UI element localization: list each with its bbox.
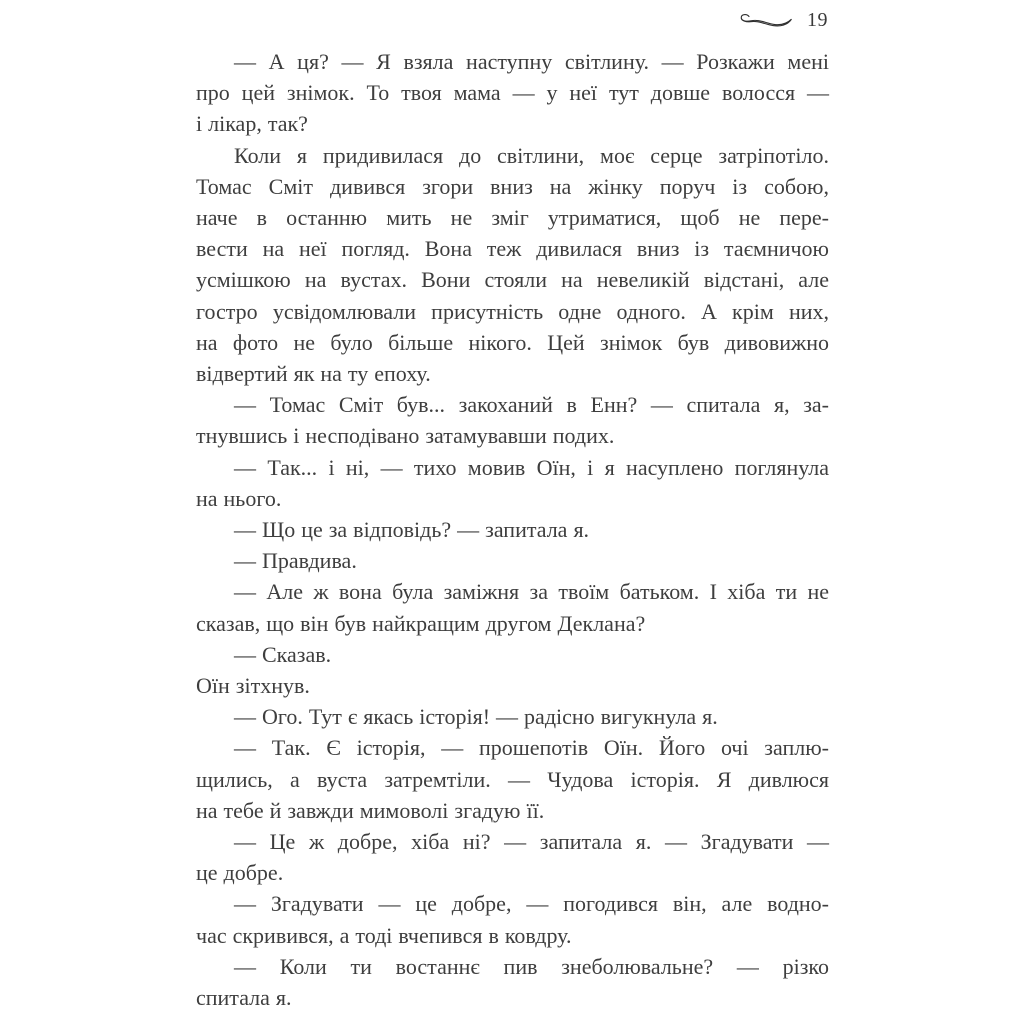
text-line: усмішкою на вустах. Вони стояли на невеликій відстані, але (196, 267, 829, 293)
text-line: час скривився, а тоді вчепився в ковдру. (196, 922, 572, 948)
text-line: — Так... і ні, — тихо мовив Оїн, і я насуплено поглянула (234, 454, 829, 480)
page-header (196, 6, 828, 34)
page-number: 19 (807, 9, 828, 31)
text-line: Оїн зітхнув. (196, 673, 310, 699)
text-line: — Але ж вона була заміжня за твоїм батьком. І хіба ти не (234, 579, 829, 605)
text-line: — Так. Є історія, — прошепотів Оїн. Його очі заплю- (234, 735, 829, 761)
text-line: сказав, що він був найкращим другом Деклана? (196, 610, 646, 636)
text-line: спитала я. (196, 985, 292, 1011)
text-line: — Це ж добре, хіба ні? — запитала я. — Згадувати — (234, 829, 829, 855)
text-line: відвертий як на ту епоху. (196, 361, 431, 387)
text-line: на нього. (196, 485, 282, 511)
text-line: гостро усвідомлювали присутність одне одного. А крім них, (196, 298, 829, 324)
text-line: — Коли ти востаннє пив знеболювальне? — різко (234, 953, 829, 979)
flourish-ornament-icon (738, 11, 794, 29)
text-line: — Томас Сміт був... закоханий в Енн? — спитала я, за- (234, 392, 829, 418)
text-line: — А ця? — Я взяла наступну світлину. — Розкажи мені (234, 49, 829, 74)
text-line: — Згадувати — це добре, — погодився він, але водно- (234, 891, 829, 917)
text-line: і лікар, так? (196, 111, 308, 137)
text-line: — Сказав. (234, 641, 332, 667)
text-line: на тебе й завжди мимоволі згадую її. (196, 797, 545, 823)
text-line: — Ого. Тут є якась історія! — радісно вигукнула я. (234, 704, 718, 730)
text-line: Томас Сміт дивився згори вниз на жінку поруч із собою, (196, 173, 829, 199)
text-line: на фото не було більше нікого. Цей знімок був дивовижно (196, 329, 829, 355)
text-line: тнувшись і несподівано затамувавши подих. (196, 423, 615, 449)
text-line: наче в останню мить не зміг утриматися, щоб не пере- (196, 205, 829, 231)
text-line: про цей знімок. То твоя мама — у неї тут довше волосся — (196, 80, 829, 106)
text-line: — Правдива. (234, 548, 357, 574)
text-line: Коли я придивилася до світлини, моє серце затріпотіло. (234, 142, 829, 168)
text-line: — Що це за відповідь? — запитала я. (234, 517, 590, 543)
text-line: вести на неї погляд. Вона теж дивилася вниз із таємничою (196, 236, 829, 262)
text-block (196, 46, 829, 1013)
text-line: щились, а вуста затремтіли. — Чудова історія. Я дивлюся (196, 766, 829, 792)
text-line: це добре. (196, 860, 284, 886)
